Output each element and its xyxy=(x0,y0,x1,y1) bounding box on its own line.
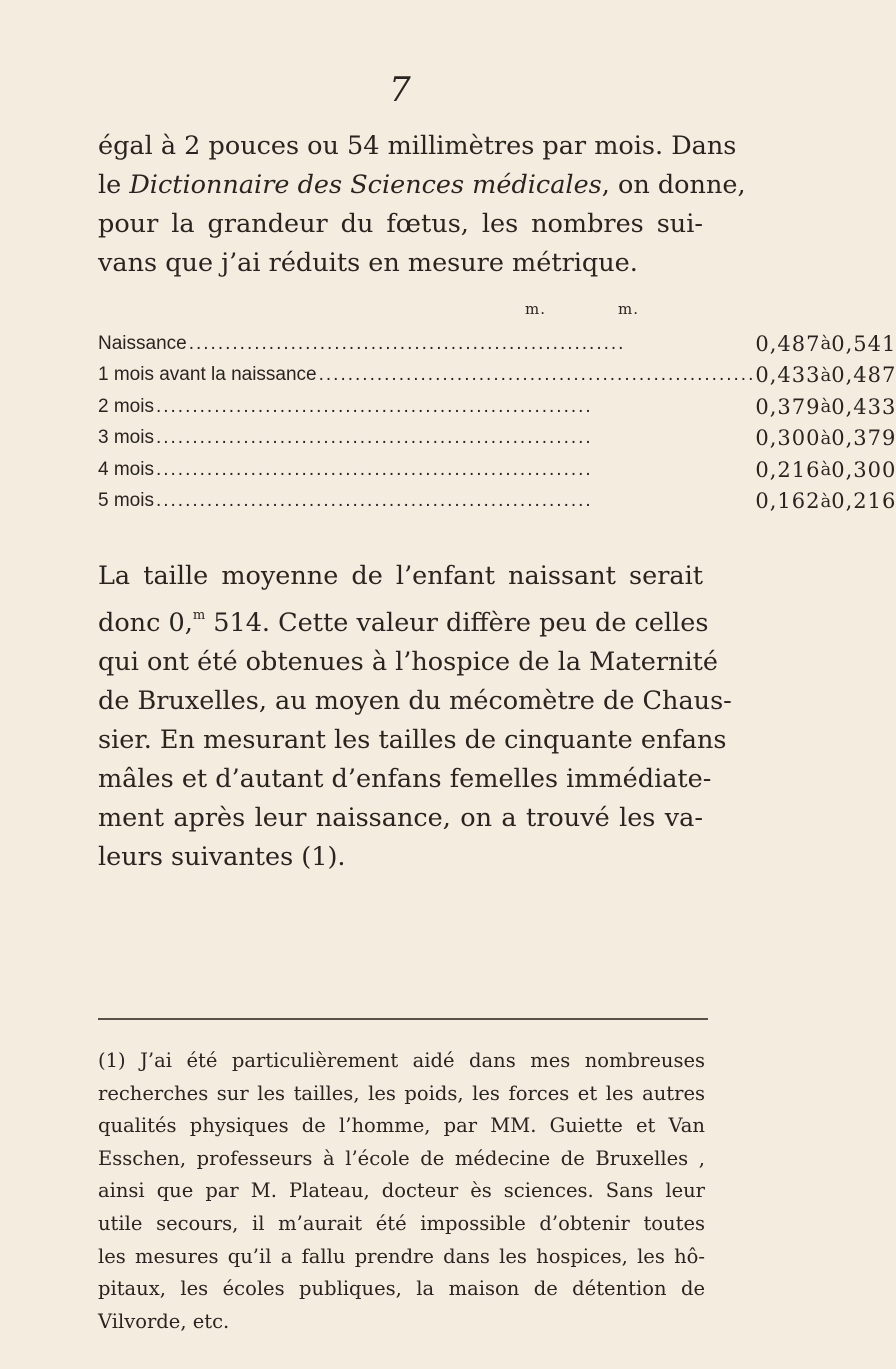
footnote-line: Vilvorde, etc. xyxy=(98,1309,230,1333)
value-from: 0,433 xyxy=(755,363,821,388)
text-line: vans que j’ai réduits en mesure métrique. xyxy=(98,248,638,278)
table-row xyxy=(98,328,896,360)
text-line: pour la grandeur du fœtus, les nombres sui- xyxy=(98,209,703,239)
text-line: ment après leur naissance, on a trouvé les va- xyxy=(98,803,703,833)
leader-dots: ............................................................ xyxy=(155,458,593,480)
footnote-line: (1) J’ai été particulièrement aidé dans mes nombreuses xyxy=(98,1049,705,1072)
unit-label-from: m. xyxy=(525,300,546,318)
separator: à xyxy=(820,364,832,386)
separator: à xyxy=(820,459,832,481)
leader-dots: ............................................................ xyxy=(155,490,593,512)
footnote-line: pitaux, les écoles publiques, la maison de détention de xyxy=(98,1277,705,1301)
leader-dots: ............................................................ xyxy=(318,364,756,386)
page-number: 7 xyxy=(389,70,411,110)
paragraph-intro xyxy=(98,127,746,283)
superscript-unit: m xyxy=(192,608,206,623)
table-row xyxy=(98,423,896,455)
separator: à xyxy=(820,427,832,449)
value-to: 0,487 xyxy=(831,363,896,388)
paragraph-discussion xyxy=(98,557,732,877)
value-from: 0,379 xyxy=(755,394,821,419)
row-label: 3 mois xyxy=(98,427,154,449)
footnote-line: Esschen, professeurs à l’école de médecine de Bruxelles , xyxy=(98,1146,705,1170)
text-segment: , on donne, xyxy=(601,170,746,200)
footnote xyxy=(98,1045,705,1338)
value-from: 0,300 xyxy=(755,426,821,451)
row-label: 2 mois xyxy=(98,395,154,417)
text-line: qui ont été obtenues à l’hospice de la Maternité xyxy=(98,647,718,677)
separator: à xyxy=(820,490,832,512)
row-label-cell xyxy=(98,360,755,392)
separator: à xyxy=(820,333,832,355)
book-title: Dictionnaire des Sciences médicales xyxy=(129,170,602,200)
text-line: La taille moyenne de l’enfant naissant serait xyxy=(98,561,703,591)
row-label-cell xyxy=(98,486,755,518)
text-segment: le xyxy=(98,170,130,200)
value-to: 0,216 xyxy=(831,489,896,514)
footnote-line: les mesures qu’il a fallu prendre dans les hospices, les hô- xyxy=(98,1244,705,1268)
text-line xyxy=(98,166,746,205)
table-row xyxy=(98,454,896,486)
value-from: 0,216 xyxy=(755,457,821,482)
value-from: 0,487 xyxy=(755,331,821,356)
table-row xyxy=(98,391,896,423)
table-row xyxy=(98,360,896,392)
footnote-line: recherches sur les tailles, les poids, les forces et les autres xyxy=(98,1081,705,1105)
separator: à xyxy=(820,396,832,418)
table-row xyxy=(98,486,896,518)
row-label-cell xyxy=(98,328,755,360)
row-label: Naissance xyxy=(98,332,187,354)
value-to: 0,433 xyxy=(831,394,896,419)
value-to: 0,541 xyxy=(831,331,896,356)
text-line xyxy=(98,596,709,643)
row-label-cell xyxy=(98,454,755,486)
leader-dots: ............................................................ xyxy=(188,332,626,354)
row-label-cell xyxy=(98,391,755,423)
footnote-divider xyxy=(98,1018,708,1020)
text-segment: donc 0, xyxy=(98,608,193,638)
text-line: sier. En mesurant les tailles de cinquante enfans xyxy=(98,725,727,755)
unit-label-to: m. xyxy=(618,300,639,318)
leader-dots: ............................................................ xyxy=(155,395,593,417)
measurement-table xyxy=(98,328,896,517)
footnote-line: qualités physiques de l’homme, par MM. Guiette et Van xyxy=(98,1114,705,1138)
text-segment: 514. Cette valeur diffère peu de celles xyxy=(205,608,709,638)
value-from: 0,162 xyxy=(755,489,821,514)
row-label: 4 mois xyxy=(98,458,154,480)
text-line: leurs suivantes (1). xyxy=(98,842,346,872)
row-label: 5 mois xyxy=(98,490,154,512)
leader-dots: ............................................................ xyxy=(155,427,593,449)
row-label: 1 mois avant la naissance xyxy=(98,364,317,386)
text-line: de Bruxelles, au moyen du mécomètre de Chaus- xyxy=(98,686,732,716)
footnote-line: ainsi que par M. Plateau, docteur ès sciences. Sans leur xyxy=(98,1179,705,1203)
text-line: mâles et d’autant d’enfans femelles immédiate- xyxy=(98,764,712,794)
footnote-line: utile secours, il m’aurait été impossible d’obtenir toutes xyxy=(98,1211,705,1235)
row-label-cell xyxy=(98,423,755,455)
text-line: égal à 2 pouces ou 54 millimètres par mois. Dans xyxy=(98,131,737,161)
value-to: 0,300 xyxy=(831,457,896,482)
value-to: 0,379 xyxy=(831,426,896,451)
